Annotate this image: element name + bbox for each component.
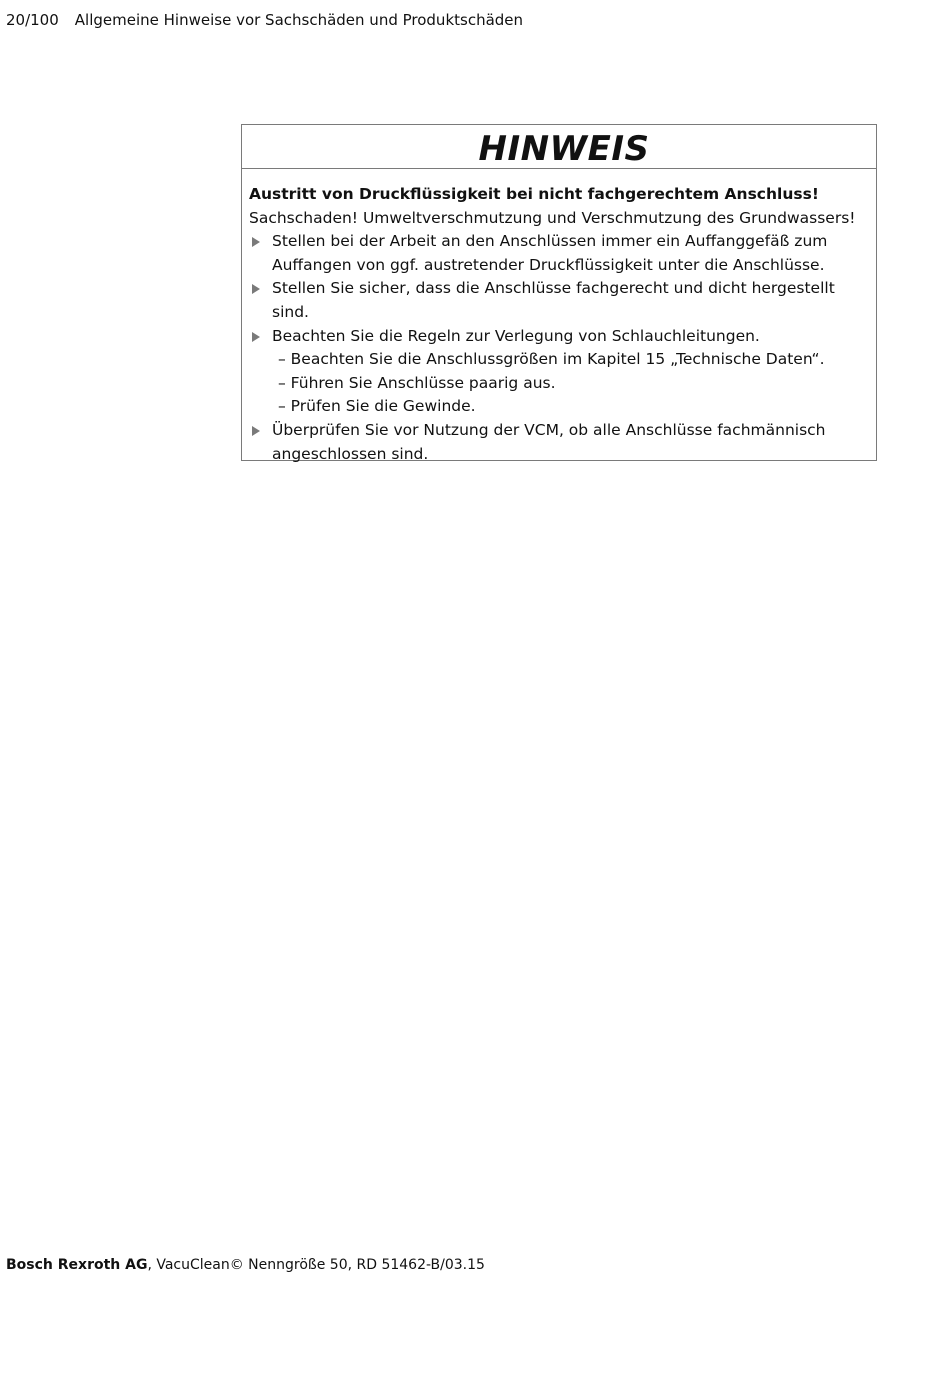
instruction-text: Stellen bei der Arbeit an den Anschlüssen immer ein Auffanggefäß zum Auffangen von ggf. austretender Druckflüssigkeit unter die Anschlüsse. xyxy=(272,232,828,274)
page-number: 20/100 xyxy=(6,11,59,29)
notice-body xyxy=(242,169,876,466)
triangle-right-icon xyxy=(252,332,260,342)
instruction-text: Überprüfen Sie vor Nutzung der VCM, ob alle Anschlüsse fachmännisch angeschlossen sind. xyxy=(272,420,826,463)
notice-title-bar xyxy=(242,125,876,169)
sub-instruction-item: – Prüfen Sie die Gewinde. xyxy=(278,397,476,416)
section-title: Allgemeine Hinweise vor Sachschäden und Produktschäden xyxy=(74,11,524,29)
company-name: Bosch Rexroth AG xyxy=(6,1257,148,1273)
document-info: , VacuClean© Nenngröße 50, RD 51462-B/03.15 xyxy=(147,1257,485,1273)
page-footer xyxy=(6,1255,485,1275)
page-header xyxy=(6,10,523,30)
triangle-right-icon xyxy=(252,284,260,294)
sub-instruction-item: – Führen Sie Anschlüsse paarig aus. xyxy=(278,373,556,392)
instruction-list xyxy=(249,230,870,466)
triangle-right-icon xyxy=(252,426,260,436)
instruction-item xyxy=(249,419,870,466)
sub-instruction-list xyxy=(272,348,870,419)
instruction-item xyxy=(249,325,870,419)
sub-instruction-item: – Beachten Sie die Anschlussgrößen im Kapitel 15 „Technische Daten“. xyxy=(278,350,825,369)
instruction-item xyxy=(249,230,870,277)
notice-title: HINWEIS xyxy=(478,129,650,169)
notice-subline: Sachschaden! Umweltverschmutzung und Verschmutzung des Grundwassers! xyxy=(249,208,856,227)
instruction-item xyxy=(249,277,870,324)
instruction-text: Stellen Sie sicher, dass die Anschlüsse fachgerecht und dicht hergestellt sind. xyxy=(272,279,835,321)
notice-box xyxy=(241,124,877,461)
instruction-text: Beachten Sie die Regeln zur Verlegung von Schlauchleitungen. xyxy=(272,326,760,345)
notice-headline: Austritt von Druckflüssigkeit bei nicht fachgerechtem Anschluss! xyxy=(249,185,819,203)
triangle-right-icon xyxy=(252,237,260,247)
